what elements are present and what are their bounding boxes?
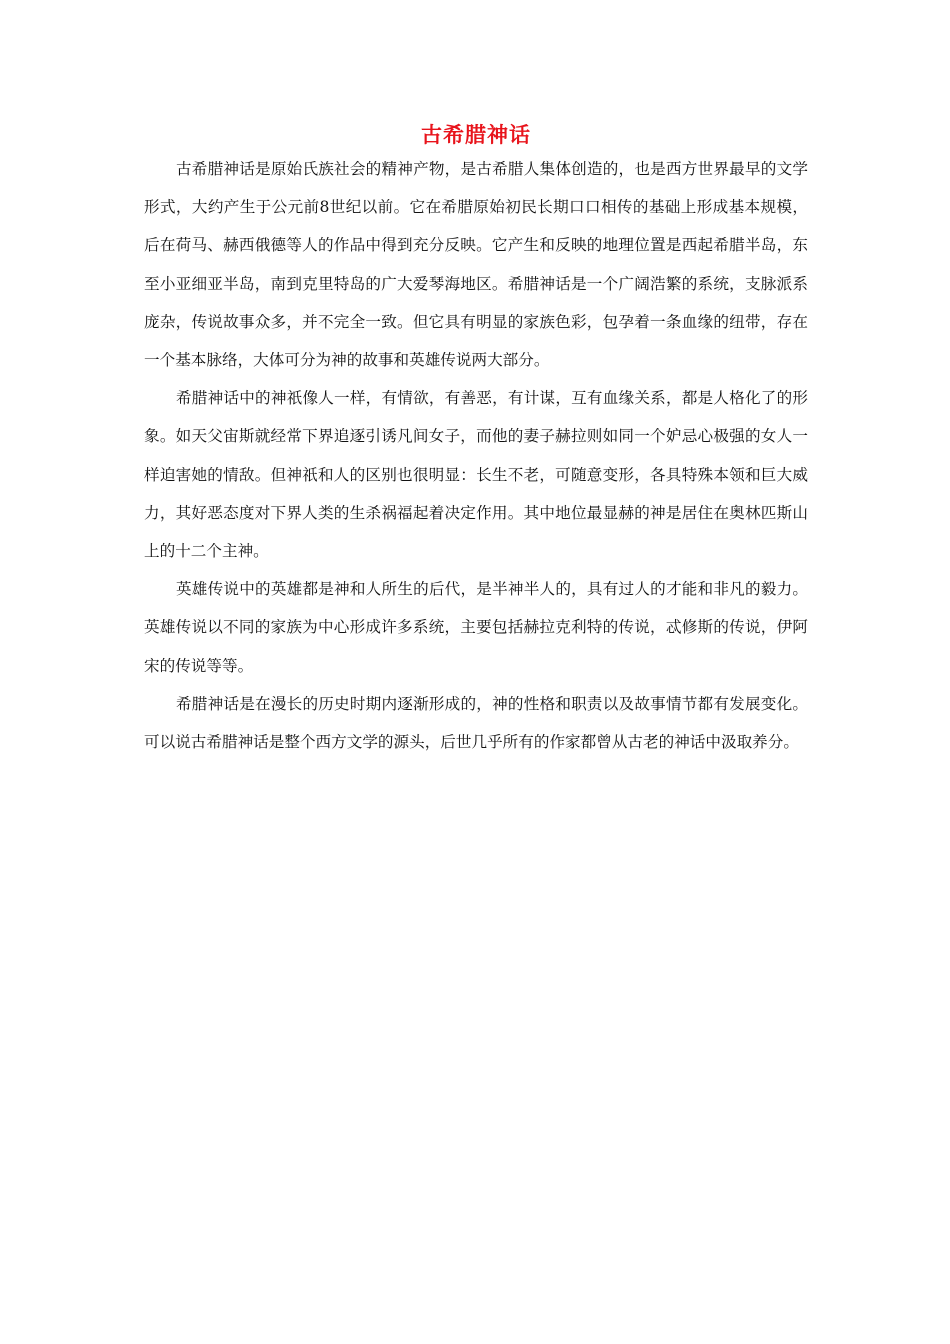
paragraph-4: 希腊神话是在漫长的历史时期内逐渐形成的，神的性格和职责以及故事情节都有发展变化。可以说古希腊神话是整个西方文学的源头，后世几乎所有的作家都曾从古老的神话中汲取养分。 (144, 694, 808, 752)
paragraph-2: 希腊神话中的神祇像人一样，有情欲，有善恶，有计谋，互有血缘关系，都是人格化了的形象。如天父宙斯就经常下界追逐引诱凡间女子，而他的妻子赫拉则如同一个妒忌心极强的女人一样迫害她的情敌。但神祇和人的区别也很明显：长生不老，可随意变形，各具特殊本领和巨大威力，其好恶态度对下界人类的生杀祸福起着决定作用。其中地位最显赫的神是居住在奥林匹斯山上的十二个主神。 (144, 389, 808, 561)
document-title: 古希腊神话 (421, 122, 531, 147)
paragraph-1: 古希腊神话是原始氏族社会的精神产物，是古希腊人集体创造的，也是西方世界最早的文学形式，大约产生于公元前8世纪以前。它在希腊原始初民长期口口相传的基础上形成基本规模，后在荷马、赫西俄德等人的作品中得到充分反映。它产生和反映的地理位置是西起希腊半岛，东至小亚细亚半岛，南到克里特岛的广大爱琴海地区。希腊神话是一个广阔浩繁的系统，支脉派系庞杂，传说故事众多，并不完全一致。但它具有明显的家族色彩，包孕着一条血缘的纽带，存在一个基本脉络，大体可分为神的故事和英雄传说两大部分。 (144, 160, 808, 370)
document-body (144, 120, 808, 761)
paragraph-3: 英雄传说中的英雄都是神和人所生的后代，是半神半人的，具有过人的才能和非凡的毅力。英雄传说以不同的家族为中心形成许多系统，主要包括赫拉克利特的传说，忒修斯的传说，伊阿宋的传说等等。 (144, 580, 808, 675)
